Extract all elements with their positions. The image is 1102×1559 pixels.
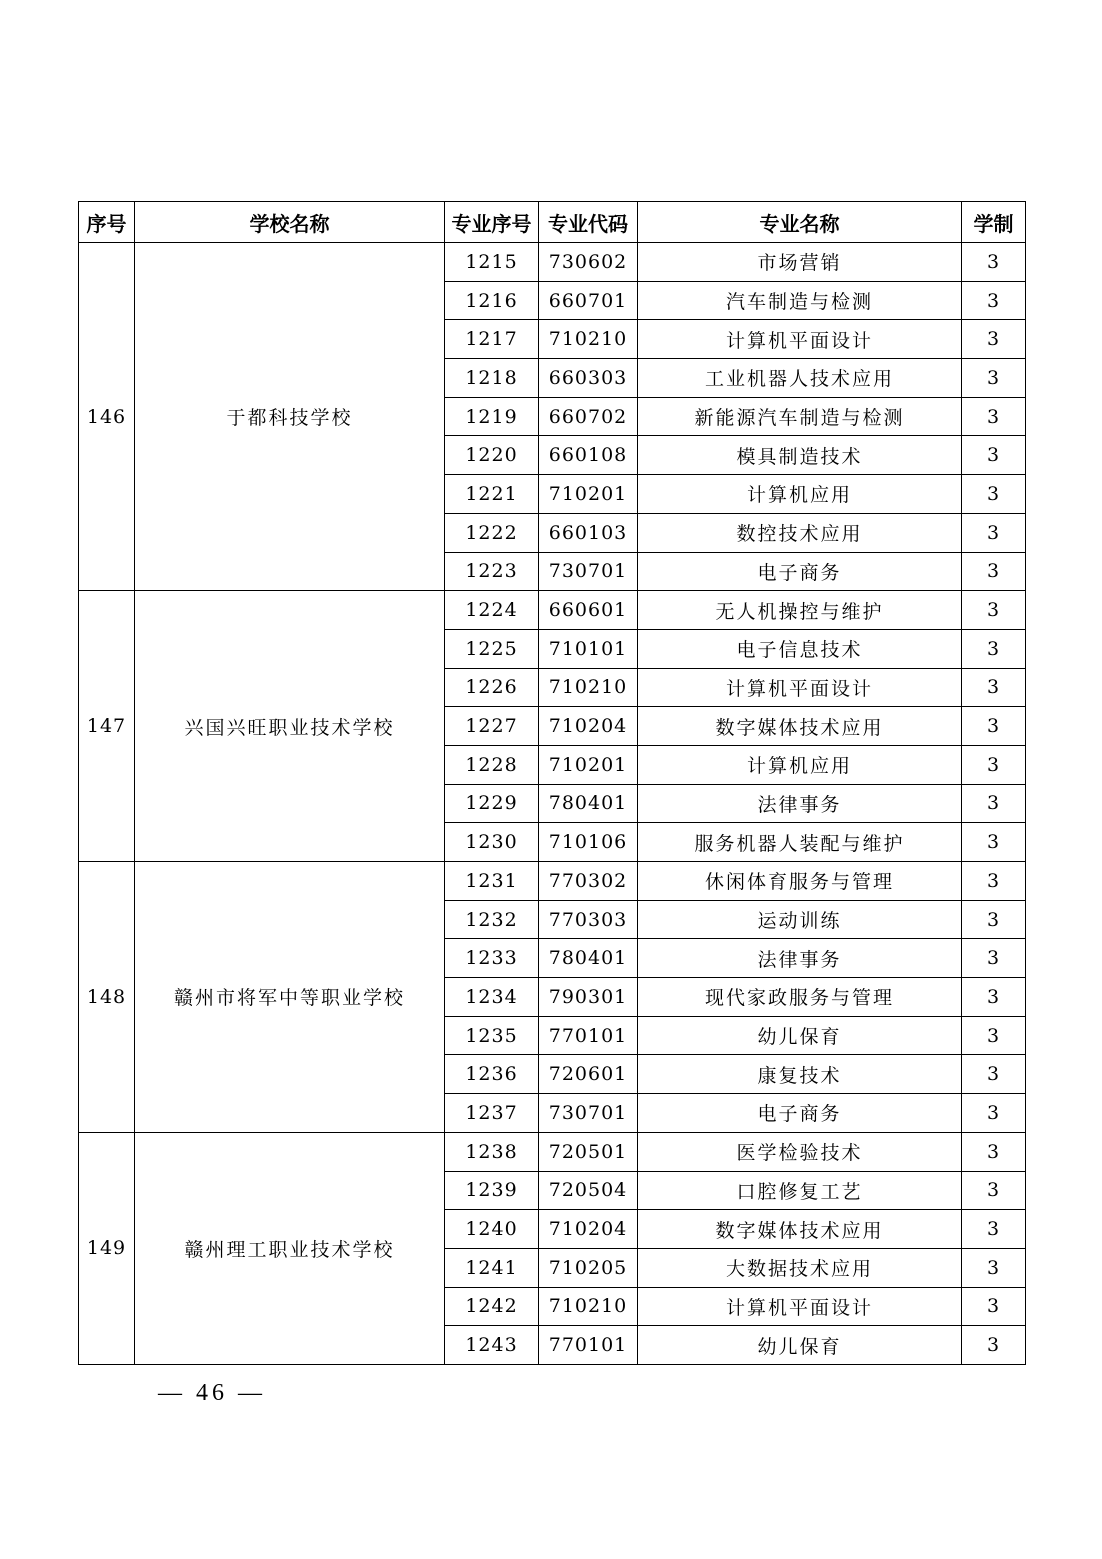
major-seq-cell: 1225	[445, 629, 539, 668]
major-seq-cell: 1227	[445, 707, 539, 746]
major-code-cell: 770302	[539, 862, 638, 901]
school-name-cell: 兴国兴旺职业技术学校	[135, 591, 445, 862]
major-code-cell: 710205	[539, 1248, 638, 1287]
major-code-cell: 660108	[539, 436, 638, 475]
duration-cell: 3	[962, 436, 1026, 475]
major-name-cell: 服务机器人装配与维护	[638, 823, 962, 862]
major-name-cell: 数控技术应用	[638, 513, 962, 552]
major-code-cell: 660702	[539, 397, 638, 436]
major-seq-cell: 1224	[445, 591, 539, 630]
school-name-cell: 赣州市将军中等职业学校	[135, 862, 445, 1133]
major-seq-cell: 1238	[445, 1132, 539, 1171]
major-code-cell: 710204	[539, 707, 638, 746]
school-name-cell: 赣州理工职业技术学校	[135, 1132, 445, 1364]
header-major-name: 专业名称	[638, 202, 962, 243]
duration-cell: 3	[962, 1248, 1026, 1287]
major-seq-cell: 1221	[445, 475, 539, 514]
major-name-cell: 大数据技术应用	[638, 1248, 962, 1287]
duration-cell: 3	[962, 1210, 1026, 1249]
major-code-cell: 660103	[539, 513, 638, 552]
duration-cell: 3	[962, 552, 1026, 591]
major-code-cell: 720504	[539, 1171, 638, 1210]
duration-cell: 3	[962, 397, 1026, 436]
table-row	[79, 862, 1026, 901]
major-name-cell: 计算机应用	[638, 475, 962, 514]
major-name-cell: 计算机平面设计	[638, 320, 962, 359]
duration-cell: 3	[962, 475, 1026, 514]
school-seq-cell: 147	[79, 591, 135, 862]
major-name-cell: 幼儿保育	[638, 1016, 962, 1055]
major-seq-cell: 1234	[445, 978, 539, 1017]
major-seq-cell: 1242	[445, 1287, 539, 1326]
major-seq-cell: 1215	[445, 243, 539, 282]
major-name-cell: 医学检验技术	[638, 1132, 962, 1171]
major-code-cell: 710101	[539, 629, 638, 668]
major-name-cell: 电子商务	[638, 1094, 962, 1133]
duration-cell: 3	[962, 281, 1026, 320]
major-code-cell: 770101	[539, 1016, 638, 1055]
school-seq-cell: 146	[79, 243, 135, 591]
major-seq-cell: 1216	[445, 281, 539, 320]
major-code-cell: 660701	[539, 281, 638, 320]
duration-cell: 3	[962, 513, 1026, 552]
major-seq-cell: 1223	[445, 552, 539, 591]
duration-cell: 3	[962, 823, 1026, 862]
major-name-cell: 数字媒体技术应用	[638, 1210, 962, 1249]
major-code-cell: 710210	[539, 668, 638, 707]
school-name-cell: 于都科技学校	[135, 243, 445, 591]
major-name-cell: 电子信息技术	[638, 629, 962, 668]
major-code-cell: 660601	[539, 591, 638, 630]
major-code-cell: 720601	[539, 1055, 638, 1094]
school-seq-cell: 149	[79, 1132, 135, 1364]
major-name-cell: 法律事务	[638, 784, 962, 823]
major-name-cell: 工业机器人技术应用	[638, 359, 962, 398]
major-code-cell: 710204	[539, 1210, 638, 1249]
major-code-cell: 660303	[539, 359, 638, 398]
major-name-cell: 幼儿保育	[638, 1326, 962, 1365]
major-name-cell: 休闲体育服务与管理	[638, 862, 962, 901]
duration-cell: 3	[962, 862, 1026, 901]
major-name-cell: 模具制造技术	[638, 436, 962, 475]
major-seq-cell: 1233	[445, 939, 539, 978]
major-name-cell: 无人机操控与维护	[638, 591, 962, 630]
major-code-cell: 710210	[539, 1287, 638, 1326]
major-seq-cell: 1232	[445, 900, 539, 939]
duration-cell: 3	[962, 1326, 1026, 1365]
major-seq-cell: 1231	[445, 862, 539, 901]
major-code-cell: 770303	[539, 900, 638, 939]
major-code-cell: 730701	[539, 1094, 638, 1133]
major-name-cell: 汽车制造与检测	[638, 281, 962, 320]
major-code-cell: 780401	[539, 939, 638, 978]
duration-cell: 3	[962, 320, 1026, 359]
duration-cell: 3	[962, 1094, 1026, 1133]
major-seq-cell: 1239	[445, 1171, 539, 1210]
major-seq-cell: 1217	[445, 320, 539, 359]
duration-cell: 3	[962, 243, 1026, 282]
major-seq-cell: 1228	[445, 745, 539, 784]
major-seq-cell: 1240	[445, 1210, 539, 1249]
major-seq-cell: 1229	[445, 784, 539, 823]
duration-cell: 3	[962, 707, 1026, 746]
table-row	[79, 591, 1026, 630]
school-seq-cell: 148	[79, 862, 135, 1133]
duration-cell: 3	[962, 1055, 1026, 1094]
major-seq-cell: 1243	[445, 1326, 539, 1365]
major-name-cell: 电子商务	[638, 552, 962, 591]
major-code-cell: 780401	[539, 784, 638, 823]
major-name-cell: 计算机平面设计	[638, 668, 962, 707]
major-code-cell: 790301	[539, 978, 638, 1017]
table-row	[79, 1132, 1026, 1171]
major-name-cell: 数字媒体技术应用	[638, 707, 962, 746]
major-code-cell: 710106	[539, 823, 638, 862]
duration-cell: 3	[962, 668, 1026, 707]
major-code-cell: 770101	[539, 1326, 638, 1365]
header-seq: 序号	[79, 202, 135, 243]
header-duration: 学制	[962, 202, 1026, 243]
page-number: — 46 —	[158, 1380, 266, 1406]
major-seq-cell: 1219	[445, 397, 539, 436]
major-code-cell: 730701	[539, 552, 638, 591]
major-name-cell: 市场营销	[638, 243, 962, 282]
major-code-cell: 720501	[539, 1132, 638, 1171]
major-name-cell: 口腔修复工艺	[638, 1171, 962, 1210]
major-seq-cell: 1226	[445, 668, 539, 707]
major-code-cell: 710210	[539, 320, 638, 359]
major-seq-cell: 1220	[445, 436, 539, 475]
major-seq-cell: 1218	[445, 359, 539, 398]
duration-cell: 3	[962, 629, 1026, 668]
major-name-cell: 新能源汽车制造与检测	[638, 397, 962, 436]
major-seq-cell: 1230	[445, 823, 539, 862]
header-school-name: 学校名称	[135, 202, 445, 243]
major-seq-cell: 1222	[445, 513, 539, 552]
duration-cell: 3	[962, 745, 1026, 784]
major-seq-cell: 1241	[445, 1248, 539, 1287]
major-name-cell: 运动训练	[638, 900, 962, 939]
major-seq-cell: 1237	[445, 1094, 539, 1133]
major-code-cell: 710201	[539, 745, 638, 784]
major-name-cell: 康复技术	[638, 1055, 962, 1094]
major-name-cell: 计算机应用	[638, 745, 962, 784]
duration-cell: 3	[962, 900, 1026, 939]
major-seq-cell: 1235	[445, 1016, 539, 1055]
duration-cell: 3	[962, 1132, 1026, 1171]
major-code-cell: 730602	[539, 243, 638, 282]
duration-cell: 3	[962, 591, 1026, 630]
major-name-cell: 法律事务	[638, 939, 962, 978]
duration-cell: 3	[962, 1287, 1026, 1326]
header-major-code: 专业代码	[539, 202, 638, 243]
major-seq-cell: 1236	[445, 1055, 539, 1094]
major-name-cell: 计算机平面设计	[638, 1287, 962, 1326]
duration-cell: 3	[962, 939, 1026, 978]
table-body	[79, 243, 1026, 1365]
header-major-seq: 专业序号	[445, 202, 539, 243]
duration-cell: 3	[962, 1016, 1026, 1055]
table-row	[79, 243, 1026, 282]
header-row	[79, 202, 1026, 243]
majors-table	[78, 201, 1026, 1365]
duration-cell: 3	[962, 978, 1026, 1017]
major-name-cell: 现代家政服务与管理	[638, 978, 962, 1017]
duration-cell: 3	[962, 359, 1026, 398]
major-code-cell: 710201	[539, 475, 638, 514]
duration-cell: 3	[962, 784, 1026, 823]
duration-cell: 3	[962, 1171, 1026, 1210]
